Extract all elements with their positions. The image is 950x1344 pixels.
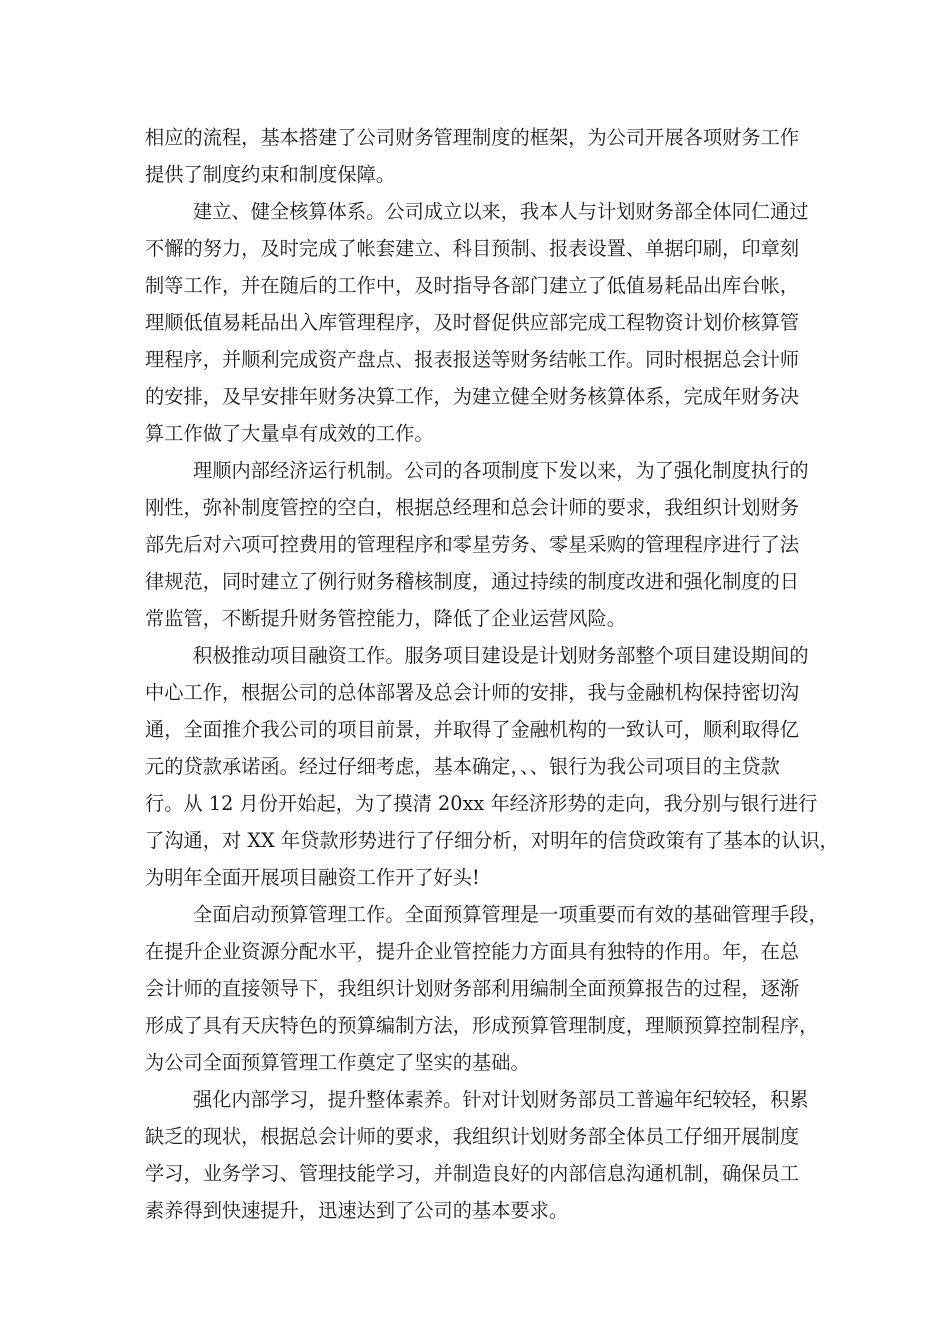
paragraph-first-line: 理顺内部经济运行机制。公司的各项制度下发以来，为了强化制度执行的 <box>193 459 809 482</box>
text-line: 在提升企业资源分配水平，提升企业管控能力方面具有独特的作用。年，在总 <box>145 940 800 963</box>
text-line: 为公司全面预算管理工作奠定了坚实的基础。 <box>145 1051 530 1074</box>
paragraph-first-line: 强化内部学习，提升整体素养。针对计划财务部员工普遍年纪较轻，积累 <box>193 1088 809 1111</box>
text-line: 素养得到快速提升，迅速达到了公司的基本要求。 <box>145 1199 569 1222</box>
text-line: 的安排，及早安排年财务决算工作，为建立健全财务核算体系，完成年财务决 <box>145 385 800 408</box>
text-line: 元的贷款承诺函。经过仔细考虑，基本确定，、、银行为我公司项目的主贷款 <box>145 755 780 778</box>
paragraph-first-line: 全面启动预算管理工作。全面预算管理是一项重要而有效的基础管理手段， <box>193 903 828 926</box>
text-line: 算工作做了大量卓有成效的工作。 <box>145 422 434 445</box>
text-line: 为明年全面开展项目融资工作开了好头! <box>145 866 480 889</box>
text-line: 理程序，并顺利完成资产盘点、报表报送等财务结帐工作。同时根据总会计师 <box>145 348 800 371</box>
text-line: 会计师的直接领导下，我组织计划财务部利用编制全面预算报告的过程，逐渐 <box>145 977 800 1000</box>
text-line: 常监管，不断提升财务管控能力，降低了企业运营风险。 <box>145 607 626 630</box>
text-line: 提供了制度约束和制度保障。 <box>145 163 396 186</box>
text-line: 不懈的努力，及时完成了帐套建立、科目预制、报表设置、单据印刷，印章刻 <box>145 237 800 260</box>
text-line: 理顺低值易耗品出入库管理程序，及时督促供应部完成工程物资计划价核算管 <box>145 311 800 334</box>
text-line: 行。从 12 月份开始起，为了摸清 20xx 年经济形势的走向，我分别与银行进行 <box>145 792 818 815</box>
text-line: 缺乏的现状，根据总会计师的要求，我组织计划财务部全体员工仔细开展制度 <box>145 1125 800 1148</box>
text-line: 中心工作，根据公司的总体部署及总会计师的安排，我与金融机构保持密切沟 <box>145 681 800 704</box>
text-line: 刚性，弥补制度管控的空白，根据总经理和总会计师的要求，我组织计划财务 <box>145 496 800 519</box>
paragraph-first-line: 建立、健全核算体系。公司成立以来，我本人与计划财务部全体同仁通过 <box>193 200 809 223</box>
text-line: 通，全面推介我公司的项目前景，并取得了金融机构的一致认可，顺利取得亿 <box>145 718 800 741</box>
paragraph-first-line: 积极推动项目融资工作。服务项目建设是计划财务部整个项目建设期间的 <box>193 644 809 667</box>
text-line: 形成了具有天庆特色的预算编制方法，形成预算管理制度，理顺预算控制程序， <box>145 1014 819 1037</box>
text-line: 制等工作，并在随后的工作中，及时指导各部门建立了低值易耗品出库台帐， <box>145 274 800 297</box>
text-line: 部先后对六项可控费用的管理程序和零星劳务、零星采购的管理程序进行了法 <box>145 533 800 556</box>
text-line: 学习，业务学习、管理技能学习，并制造良好的内部信息沟通机制，确保员工 <box>145 1162 800 1185</box>
text-line: 相应的流程，基本搭建了公司财务管理制度的框架，为公司开展各项财务工作 <box>145 126 800 149</box>
text-line: 律规范，同时建立了例行财务稽核制度，通过持续的制度改进和强化制度的日 <box>145 570 800 593</box>
text-line: 了沟通，对 XX 年贷款形势进行了仔细分析，对明年的信贷政策有了基本的认识， <box>145 829 839 852</box>
